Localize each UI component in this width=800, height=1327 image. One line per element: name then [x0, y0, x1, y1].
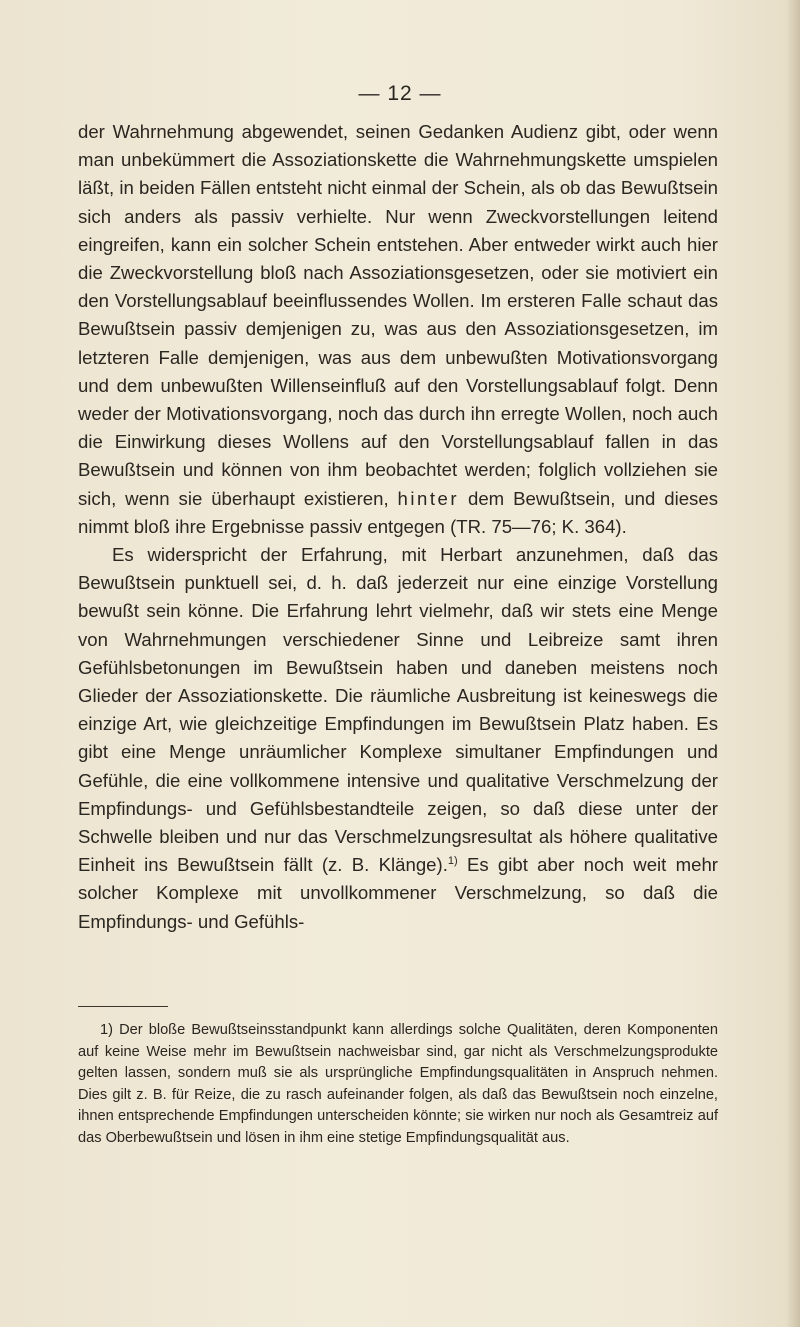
paragraph-2-text: Es widerspricht der Erfahrung, mit Herbart anzunehmen, daß das Bewußtsein punktuell sei, d. h. daß jederzeit nur eine einzige Vorstellung bewußt sein könne. Die Erfahrung lehrt vielmehr, daß wir stets eine Menge von Wahrnehmungen verschiedener Sinne und Leibreize samt ihren Gefühlsbetonungen im Bewußtsein haben und daneben meistens noch Glieder der Assoziationskette. Die räumliche Ausbreitung ist keineswegs die einzige Art, wie gleichzeitige Empfindungen im Bewußtsein Platz haben. Es gibt eine Menge unräumlicher Komplexe simultaner Empfindungen und Gefühle, die eine vollkommene intensive und qualitative Verschmelzung der Empfindungs- und Gefühlsbestandteile zeigen, so daß diese unter der Schwelle bleiben und nur das Verschmelzungsresultat als höhere qualitative Einheit ins Bewußtsein fällt (z. B. Klänge). — [78, 544, 718, 876]
page-number: — 12 — — [358, 82, 442, 105]
footnote-rule — [78, 1006, 168, 1007]
footnote: 1) Der bloße Bewußtseinsstandpunkt kann allerdings solche Qualitäten, deren Komponenten auf keine Weise mehr im Bewußtsein nachweisbar sind, gar nicht als Verschmelzungsprodukte gelten lassen, sondern muß sie als ursprüngliche Empfindungsqualitäten in Anspruch nehmen. Dies gilt z. B. für Reize, die zu rasch aufeinander folgen, als daß das Bewußtsein noch einzelne, ihnen entsprechende Empfindungen unterscheiden könnte; sie wirken nur noch als Gesamtreiz auf das Oberbewußtsein und lösen in ihm eine stetige Empfindungsqualität aus. — [78, 1022, 718, 1146]
paragraph-1-end: dem Bewußtsein, und dieses nimmt bloß ihre Ergebnisse passiv entgegen (TR. 75—76; K. 364). — [78, 487, 718, 537]
footnote-marker: 1) — [447, 855, 458, 868]
body-text — [78, 118, 718, 936]
page-edge-shadow — [786, 0, 800, 1327]
paragraph-2 — [78, 541, 718, 936]
paragraph-2-end: Es gibt aber noch weit mehr solcher Komplexe mit unvollkommener Verschmelzung, so daß die Empfindungs- und Gefühls- — [78, 854, 718, 932]
paragraph-1-text: der Wahrnehmung abgewendet, seinen Gedanken Audienz gibt, oder wenn man unbekümmert die Assoziationskette die Wahrnehmungskette umspielen läßt, in beiden Fällen entsteht nicht einmal der Schein, als ob das Bewußtsein sich anders als passiv verhielte. Nur wenn Zweckvorstellungen leitend eingreifen, kann ein solcher Schein entstehen. Aber entweder wirkt auch hier die Zweckvorstellung bloß nach Assoziationsgesetzen, oder sie motiviert ein den Vorstellungsablauf beeinflussendes Wollen. Im ersteren Falle schaut das Bewußtsein passiv demjenigen zu, was aus den Assoziationsgesetzen, im letzteren Falle demjenigen, was aus dem unbewußten Motivationsvorgang und dem unbewußten Willenseinfluß auf den Vorstellungsablauf folgt. Denn weder der Motivationsvorgang, noch das durch ihn erregte Wollen, noch auch die Einwirkung dieses Wollens auf den Vorstellungsablauf fallen in das Bewußtsein und können von ihm beobachtet werden; folglich vollziehen sie sich, wenn sie überhaupt existieren, — [78, 121, 718, 509]
emphasis-hinter: hinter — [397, 487, 460, 509]
paragraph-1 — [78, 118, 718, 541]
